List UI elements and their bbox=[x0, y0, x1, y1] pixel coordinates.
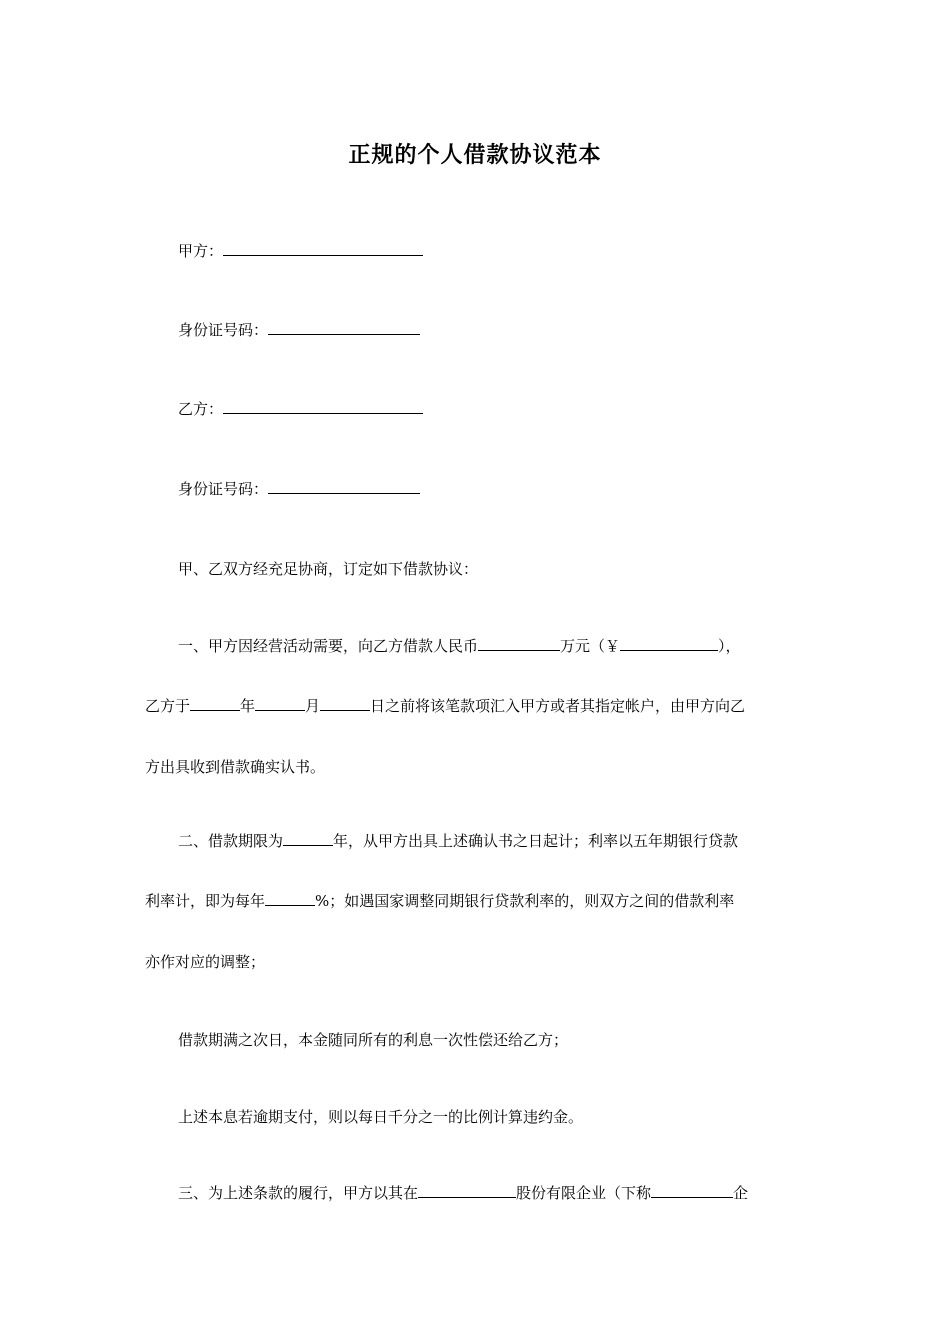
party-b-id-line bbox=[178, 478, 420, 500]
clause1-text-e: 日之前将该笔款项汇入甲方或者其指定帐户，由甲方向乙 bbox=[370, 697, 746, 715]
party-a-label: 甲方： bbox=[178, 242, 224, 260]
clause2-line1 bbox=[178, 830, 738, 852]
clause1-month-label: 月 bbox=[305, 697, 321, 715]
clause2-text-a: 二、借款期限为 bbox=[178, 832, 284, 850]
clause1-line1 bbox=[178, 635, 741, 657]
clause2-line2 bbox=[145, 890, 734, 912]
party-a-line bbox=[178, 240, 423, 262]
clause2-line3: 亦作对应的调整； bbox=[145, 953, 266, 971]
interest-rate-blank[interactable] bbox=[265, 891, 315, 906]
transfer-day-blank[interactable] bbox=[320, 696, 370, 711]
loan-amount-figure-blank[interactable] bbox=[620, 636, 718, 651]
clause1-text-d: 乙方于 bbox=[145, 697, 191, 715]
clause2-text-b: 年，从甲方出具上述确认书之日起计；利率以五年期银行贷款 bbox=[333, 832, 739, 850]
clause1-line3: 方出具收到借款确实认书。 bbox=[145, 758, 326, 776]
clause1-text-c: ）， bbox=[718, 637, 741, 655]
party-b-blank[interactable] bbox=[223, 399, 423, 414]
clause3-text-c: 企 bbox=[733, 1184, 749, 1202]
company-short-name-blank[interactable] bbox=[651, 1183, 733, 1198]
clause3-text-a: 三、为上述条款的履行，甲方以其在 bbox=[178, 1184, 419, 1202]
party-a-id-line bbox=[178, 319, 420, 341]
clause3-line1 bbox=[178, 1182, 748, 1204]
intro-paragraph: 甲、乙双方经充足协商，订定如下借款协议： bbox=[178, 560, 479, 578]
document-title: 正规的个人借款协议范本 bbox=[348, 142, 602, 168]
party-a-blank[interactable] bbox=[223, 241, 423, 256]
clause2-text-d: %；如遇国家调整同期银行贷款利率的，则双方之间的借款利率 bbox=[315, 892, 735, 910]
party-b-line bbox=[178, 398, 423, 420]
penalty-paragraph: 上述本息若逾期支付，则以每日千分之一的比例计算违约金。 bbox=[178, 1108, 584, 1126]
repayment-paragraph: 借款期满之次日，本金随同所有的利息一次性偿还给乙方； bbox=[178, 1031, 569, 1049]
clause1-year-label: 年 bbox=[240, 697, 256, 715]
loan-term-blank[interactable] bbox=[283, 831, 333, 846]
clause1-text-b: 万元（￥ bbox=[560, 637, 621, 655]
company-name-blank[interactable] bbox=[418, 1183, 516, 1198]
party-b-id-label: 身份证号码： bbox=[178, 480, 269, 498]
party-b-label: 乙方： bbox=[178, 400, 224, 418]
party-a-id-blank[interactable] bbox=[268, 320, 420, 335]
transfer-month-blank[interactable] bbox=[255, 696, 305, 711]
clause3-text-b: 股份有限企业（下称 bbox=[516, 1184, 652, 1202]
clause1-text-a: 一、甲方因经营活动需要，向乙方借款人民币 bbox=[178, 637, 479, 655]
party-a-id-label: 身份证号码： bbox=[178, 321, 269, 339]
transfer-year-blank[interactable] bbox=[190, 696, 240, 711]
loan-amount-blank[interactable] bbox=[478, 636, 560, 651]
clause2-text-c: 利率计，即为每年 bbox=[145, 892, 266, 910]
party-b-id-blank[interactable] bbox=[268, 479, 420, 494]
clause1-line2 bbox=[145, 695, 745, 717]
